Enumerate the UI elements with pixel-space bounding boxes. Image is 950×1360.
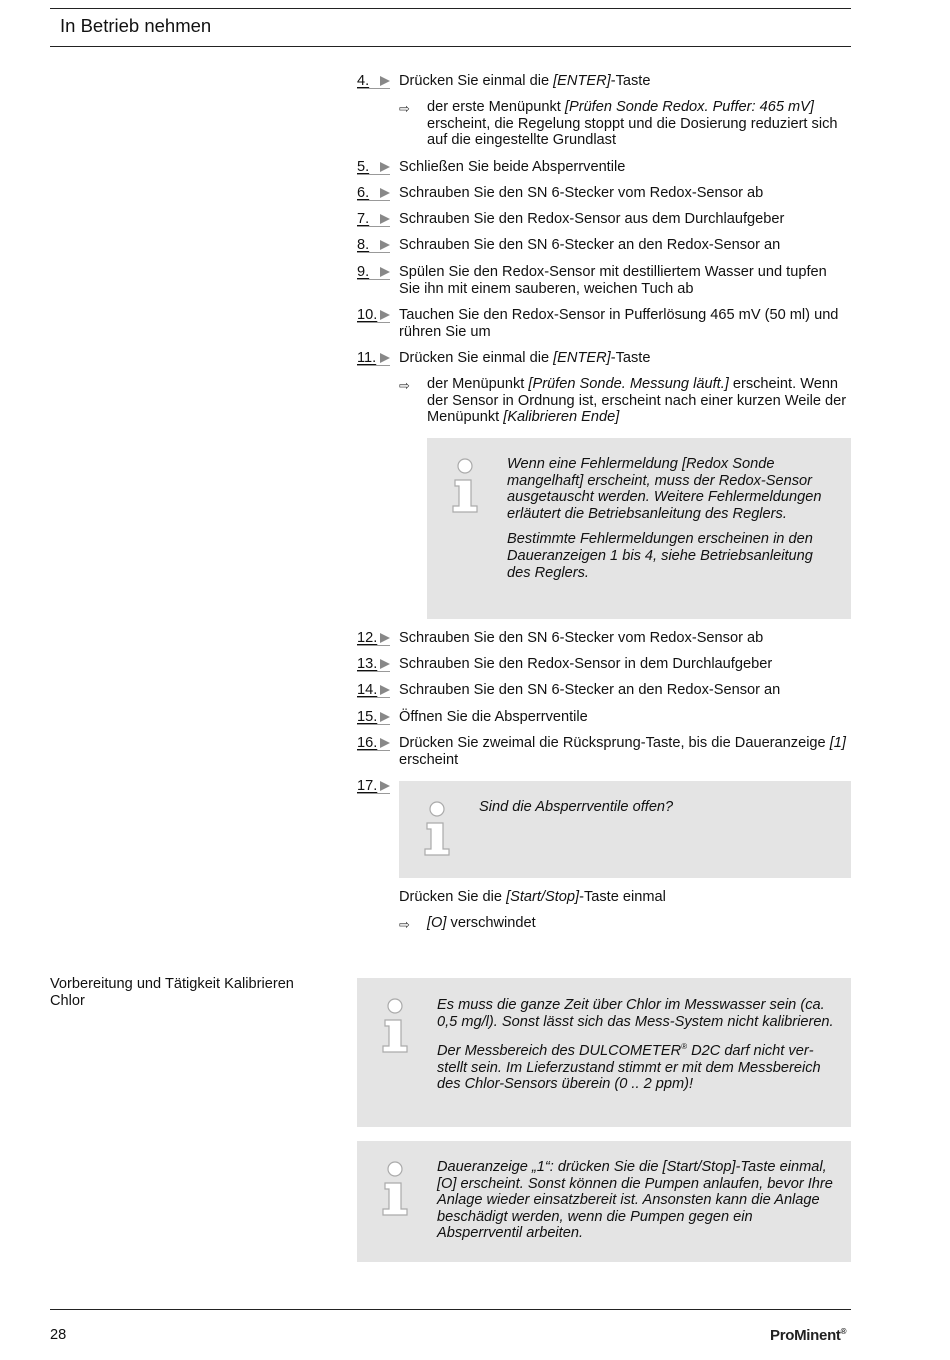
step-text: Spülen Sie den Redox-Sensor mit destilliertem Wasser und tupfen Sie ihn mit einem sauberen, weichen Tuch ab [399, 264, 827, 297]
step-number: 7. [357, 211, 370, 227]
note-text: Sind die Absperrventile offen? [479, 799, 674, 815]
note-paragraph: Der Messbereich des DULCOMETER® D2C darf nicht verstellt sein. Im Lieferzustand stimmt er mit dem Messbereich des Chlor-Sensors überein (0 .. 2 ppm)! [437, 1042, 821, 1093]
step-arrow-icon [380, 267, 390, 277]
step-arrow-icon [380, 214, 390, 224]
footer-rule [50, 1309, 851, 1310]
step-number: 4. [357, 73, 370, 89]
step-text: Schließen Sie beide Absperrventile [399, 159, 626, 175]
step-arrow-icon [380, 162, 390, 172]
step-number: 9. [357, 264, 370, 280]
info-note-daueranzeige [357, 1141, 851, 1262]
step-number: 8. [357, 237, 370, 253]
step-number: 17. [357, 778, 378, 794]
info-note-chlorine [357, 978, 851, 1127]
info-icon [381, 1161, 415, 1219]
header-bottom-rule [50, 46, 851, 47]
step-text: Schrauben Sie den SN 6-Stecker vom Redox-Sensor ab [399, 185, 764, 201]
note-paragraph: Es muss die ganze Zeit über Chlor im Messwasser sein (ca. 0,5 mg/l). Sonst lässt sich das Mess-System nicht kalibrieren. [437, 997, 834, 1030]
note-text: Daueranzeige „1“: drücken Sie die [Start/Stop]-Taste einmal, [O] erscheint. Sonst können die Pumpen anlaufen, bevor Ihre Anlage wieder einsatzbereit ist. Ansonsten kann die Anlage beschädigt werden, wenn die Pumpen gegen ein Absperrventil arbeiten. [437, 1159, 833, 1242]
step-number: 14. [357, 682, 378, 698]
step-arrow-icon [380, 738, 390, 748]
step-arrow-icon [380, 659, 390, 669]
info-icon [451, 458, 485, 516]
result-arrow-icon: ⇨ [399, 917, 410, 932]
step-number: 15. [357, 709, 378, 725]
brand-logo: ProMinent® [770, 1327, 847, 1344]
info-note-valves [399, 781, 851, 878]
step-arrow-icon [380, 188, 390, 198]
header-top-rule [50, 8, 851, 9]
note-paragraph: Bestimmte Fehlermeldungen erscheinen in den Daueranzeigen 1 bis 4, siehe Betriebsanleitung des Reglers. [507, 531, 813, 581]
step-arrow-icon [380, 240, 390, 250]
step-text: Tauchen Sie den Redox-Sensor in Pufferlösung 465 mV (50 ml) und rühren Sie um [399, 307, 839, 340]
step-text: Öffnen Sie die Absperrventile [399, 709, 588, 725]
step-number: 16. [357, 735, 378, 751]
step-arrow-icon [380, 310, 390, 320]
step-number: 5. [357, 159, 370, 175]
page-number: 28 [50, 1327, 67, 1343]
instruction-start-stop: Drücken Sie die [Start/Stop]-Taste einmal [399, 889, 666, 905]
note-paragraph: Wenn eine Fehlermeldung [Redox Sonde mangelhaft] erscheint, muss der Redox-Sensor ausgetauscht werden. Weitere Fehlermeldungen erläutert die Betriebsanleitung des Reglers. [507, 456, 822, 522]
result-arrow-icon: ⇨ [399, 378, 410, 393]
step-number: 6. [357, 185, 370, 201]
step-text: Schrauben Sie den SN 6-Stecker vom Redox-Sensor ab [399, 630, 764, 646]
info-icon [423, 801, 457, 859]
step-text: Schrauben Sie den Redox-Sensor in dem Durchlaufgeber [399, 656, 773, 672]
step-arrow-icon [380, 353, 390, 363]
step-arrow-icon [380, 781, 390, 791]
step-arrow-icon [380, 76, 390, 86]
step-arrow-icon [380, 712, 390, 722]
section-title: Vorbereitung und Tätigkeit Kalibrieren Chlor [50, 976, 294, 1009]
result-arrow-icon: ⇨ [399, 101, 410, 116]
info-note-error-message [427, 438, 851, 619]
step-text: Schrauben Sie den SN 6-Stecker an den Redox-Sensor an [399, 237, 781, 253]
step-number: 10. [357, 307, 378, 323]
step-number: 13. [357, 656, 378, 672]
step-arrow-icon [380, 685, 390, 695]
step-arrow-icon [380, 633, 390, 643]
info-icon [381, 998, 415, 1056]
page-header-title: In Betrieb nehmen [60, 15, 212, 36]
step-text: Schrauben Sie den SN 6-Stecker an den Redox-Sensor an [399, 682, 781, 698]
step-number: 11. [357, 350, 377, 366]
step-text: Schrauben Sie den Redox-Sensor aus dem Durchlaufgeber [399, 211, 785, 227]
step-number: 12. [357, 630, 378, 646]
